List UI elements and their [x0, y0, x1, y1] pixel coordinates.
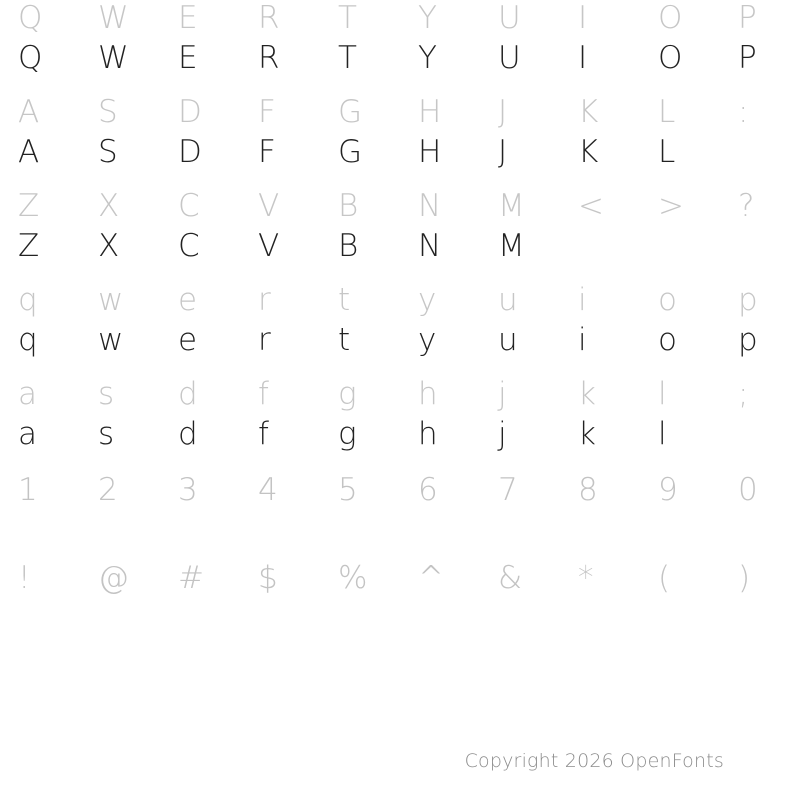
copyright-notice: Copyright 2026 OpenFonts	[464, 750, 724, 772]
glyph-cell: Z	[18, 228, 40, 264]
glyph-cell	[658, 224, 738, 268]
glyph-cell: Z	[18, 188, 40, 224]
glyph-cell: Y	[418, 0, 437, 36]
glyph-cell: F	[258, 134, 276, 170]
glyph-cell: 8	[578, 472, 598, 508]
glyph-cell: B	[338, 228, 359, 264]
glyph-cell: H	[418, 134, 442, 170]
glyph-cell: y	[418, 282, 437, 318]
glyph-cell: <	[578, 188, 604, 224]
glyph-cell: H	[418, 94, 442, 130]
glyph-cell: q	[18, 282, 38, 318]
glyph-cell: j	[498, 416, 507, 452]
glyph-cell: !	[18, 560, 31, 596]
glyph-cell: ?	[738, 188, 755, 224]
glyph-cell: f	[258, 376, 269, 412]
glyph-cell: u	[498, 322, 518, 358]
glyph-cell: w	[98, 322, 124, 358]
glyph-cell: M	[498, 188, 525, 224]
glyph-cell: )	[738, 560, 751, 596]
glyph-cell: %	[338, 560, 368, 596]
glyph-cell: E	[178, 0, 198, 36]
glyph-cell: l	[658, 416, 667, 452]
glyph-cell: o	[658, 322, 677, 358]
glyph-cell: D	[178, 134, 202, 170]
glyph-cell: @	[98, 560, 129, 596]
glyph-row-uppercase-1	[0, 0, 800, 80]
glyph-cell: w	[98, 282, 124, 318]
glyph-cell: h	[418, 376, 438, 412]
glyph-cell: Q	[18, 40, 43, 76]
glyph-cell: C	[178, 228, 200, 264]
glyph-cell	[738, 130, 800, 174]
glyph-cell: V	[258, 188, 280, 224]
glyph-cell: e	[178, 282, 198, 318]
glyph-cell: #	[178, 560, 204, 596]
glyph-cell: R	[258, 0, 280, 36]
glyph-row-lowercase-2	[0, 376, 800, 456]
glyph-cell: u	[498, 282, 518, 318]
glyph-cell: G	[338, 94, 363, 130]
glyph-cell: k	[578, 416, 596, 452]
glyph-cell: j	[498, 376, 507, 412]
glyph-cell: E	[178, 40, 198, 76]
glyph-cell: 5	[338, 472, 358, 508]
glyph-cell: T	[338, 40, 357, 76]
glyph-cell: R	[258, 40, 280, 76]
glyph-cell: k	[578, 376, 596, 412]
glyph-cell: ^	[418, 560, 444, 596]
glyph-cell: B	[338, 188, 359, 224]
glyph-row-uppercase-2	[0, 94, 800, 174]
ghost-row	[0, 94, 800, 130]
glyph-cell: L	[658, 134, 676, 170]
glyph-cell: 4	[258, 472, 278, 508]
sample-row	[0, 36, 800, 80]
glyph-cell: 6	[418, 472, 438, 508]
glyph-cell: O	[658, 40, 683, 76]
glyph-cell: t	[338, 282, 351, 318]
glyph-cell: h	[418, 416, 438, 452]
glyph-cell: C	[178, 188, 200, 224]
glyph-cell: l	[658, 376, 667, 412]
glyph-cell: F	[258, 94, 276, 130]
glyph-cell: a	[18, 416, 37, 452]
glyph-row-digits	[0, 470, 800, 510]
glyph-cell: g	[338, 376, 357, 412]
glyph-cell: P	[738, 0, 757, 36]
ghost-row	[0, 0, 800, 36]
glyph-cell: W	[98, 0, 129, 36]
glyph-cell: t	[338, 322, 351, 358]
glyph-cell: o	[658, 282, 677, 318]
glyph-cell	[578, 224, 658, 268]
glyph-cell: U	[498, 40, 521, 76]
glyph-cell	[738, 224, 800, 268]
glyph-cell: K	[578, 94, 599, 130]
glyph-cell: y	[418, 322, 437, 358]
glyph-cell: $	[258, 560, 278, 596]
glyph-cell: O	[658, 0, 683, 36]
glyph-cell: p	[738, 322, 758, 358]
glyph-cell: J	[498, 94, 508, 130]
glyph-cell: 7	[498, 472, 518, 508]
glyph-cell: d	[178, 416, 198, 452]
glyph-cell: D	[178, 94, 202, 130]
glyph-cell: Q	[18, 0, 43, 36]
glyph-cell: 9	[658, 472, 678, 508]
glyph-cell: :	[738, 94, 749, 130]
glyph-cell: J	[498, 134, 508, 170]
glyph-cell: P	[738, 40, 757, 76]
glyph-cell: 3	[178, 472, 198, 508]
glyph-cell: 1	[18, 472, 38, 508]
ghost-row	[0, 188, 800, 224]
ghost-row	[0, 558, 800, 598]
glyph-cell: 0	[738, 472, 758, 508]
glyph-cell: p	[738, 282, 758, 318]
glyph-cell: d	[178, 376, 198, 412]
glyph-row-lowercase-1	[0, 282, 800, 362]
glyph-cell: i	[578, 282, 587, 318]
glyph-cell: 2	[98, 472, 118, 508]
glyph-cell: >	[658, 188, 684, 224]
glyph-cell: N	[418, 188, 442, 224]
ghost-row	[0, 282, 800, 318]
glyph-cell: L	[658, 94, 676, 130]
glyph-cell	[738, 412, 800, 456]
glyph-cell: A	[18, 134, 40, 170]
glyph-cell: G	[338, 134, 363, 170]
sample-row	[0, 130, 800, 174]
sample-row	[0, 412, 800, 456]
glyph-cell: S	[98, 134, 118, 170]
glyph-cell: K	[578, 134, 599, 170]
glyph-cell: I	[578, 0, 588, 36]
glyph-cell: T	[338, 0, 357, 36]
glyph-row-symbols	[0, 558, 800, 598]
ghost-row	[0, 376, 800, 412]
glyph-row-uppercase-3	[0, 188, 800, 268]
glyph-cell: s	[98, 376, 115, 412]
glyph-cell: s	[98, 416, 115, 452]
glyph-cell: q	[18, 322, 38, 358]
glyph-cell: W	[98, 40, 129, 76]
glyph-cell: g	[338, 416, 357, 452]
row-spacer	[0, 524, 800, 558]
sample-row	[0, 318, 800, 362]
glyph-cell: A	[18, 94, 40, 130]
glyph-cell: M	[498, 228, 525, 264]
glyph-cell: S	[98, 94, 118, 130]
glyph-cell: U	[498, 0, 521, 36]
ghost-row	[0, 470, 800, 510]
glyph-cell: I	[578, 40, 588, 76]
glyph-cell: r	[258, 322, 271, 358]
glyph-cell: X	[98, 188, 120, 224]
glyph-cell: X	[98, 228, 120, 264]
glyph-cell: f	[258, 416, 269, 452]
glyph-cell: *	[578, 560, 594, 596]
glyph-cell: i	[578, 322, 587, 358]
glyph-cell: a	[18, 376, 37, 412]
glyph-cell: e	[178, 322, 198, 358]
glyph-cell: Y	[418, 40, 437, 76]
sample-row	[0, 224, 800, 268]
glyph-cell: r	[258, 282, 271, 318]
glyph-cell: V	[258, 228, 280, 264]
glyph-cell: &	[498, 560, 523, 596]
glyph-cell: (	[658, 560, 671, 596]
glyph-cell: ;	[738, 376, 749, 412]
glyph-cell: N	[418, 228, 442, 264]
